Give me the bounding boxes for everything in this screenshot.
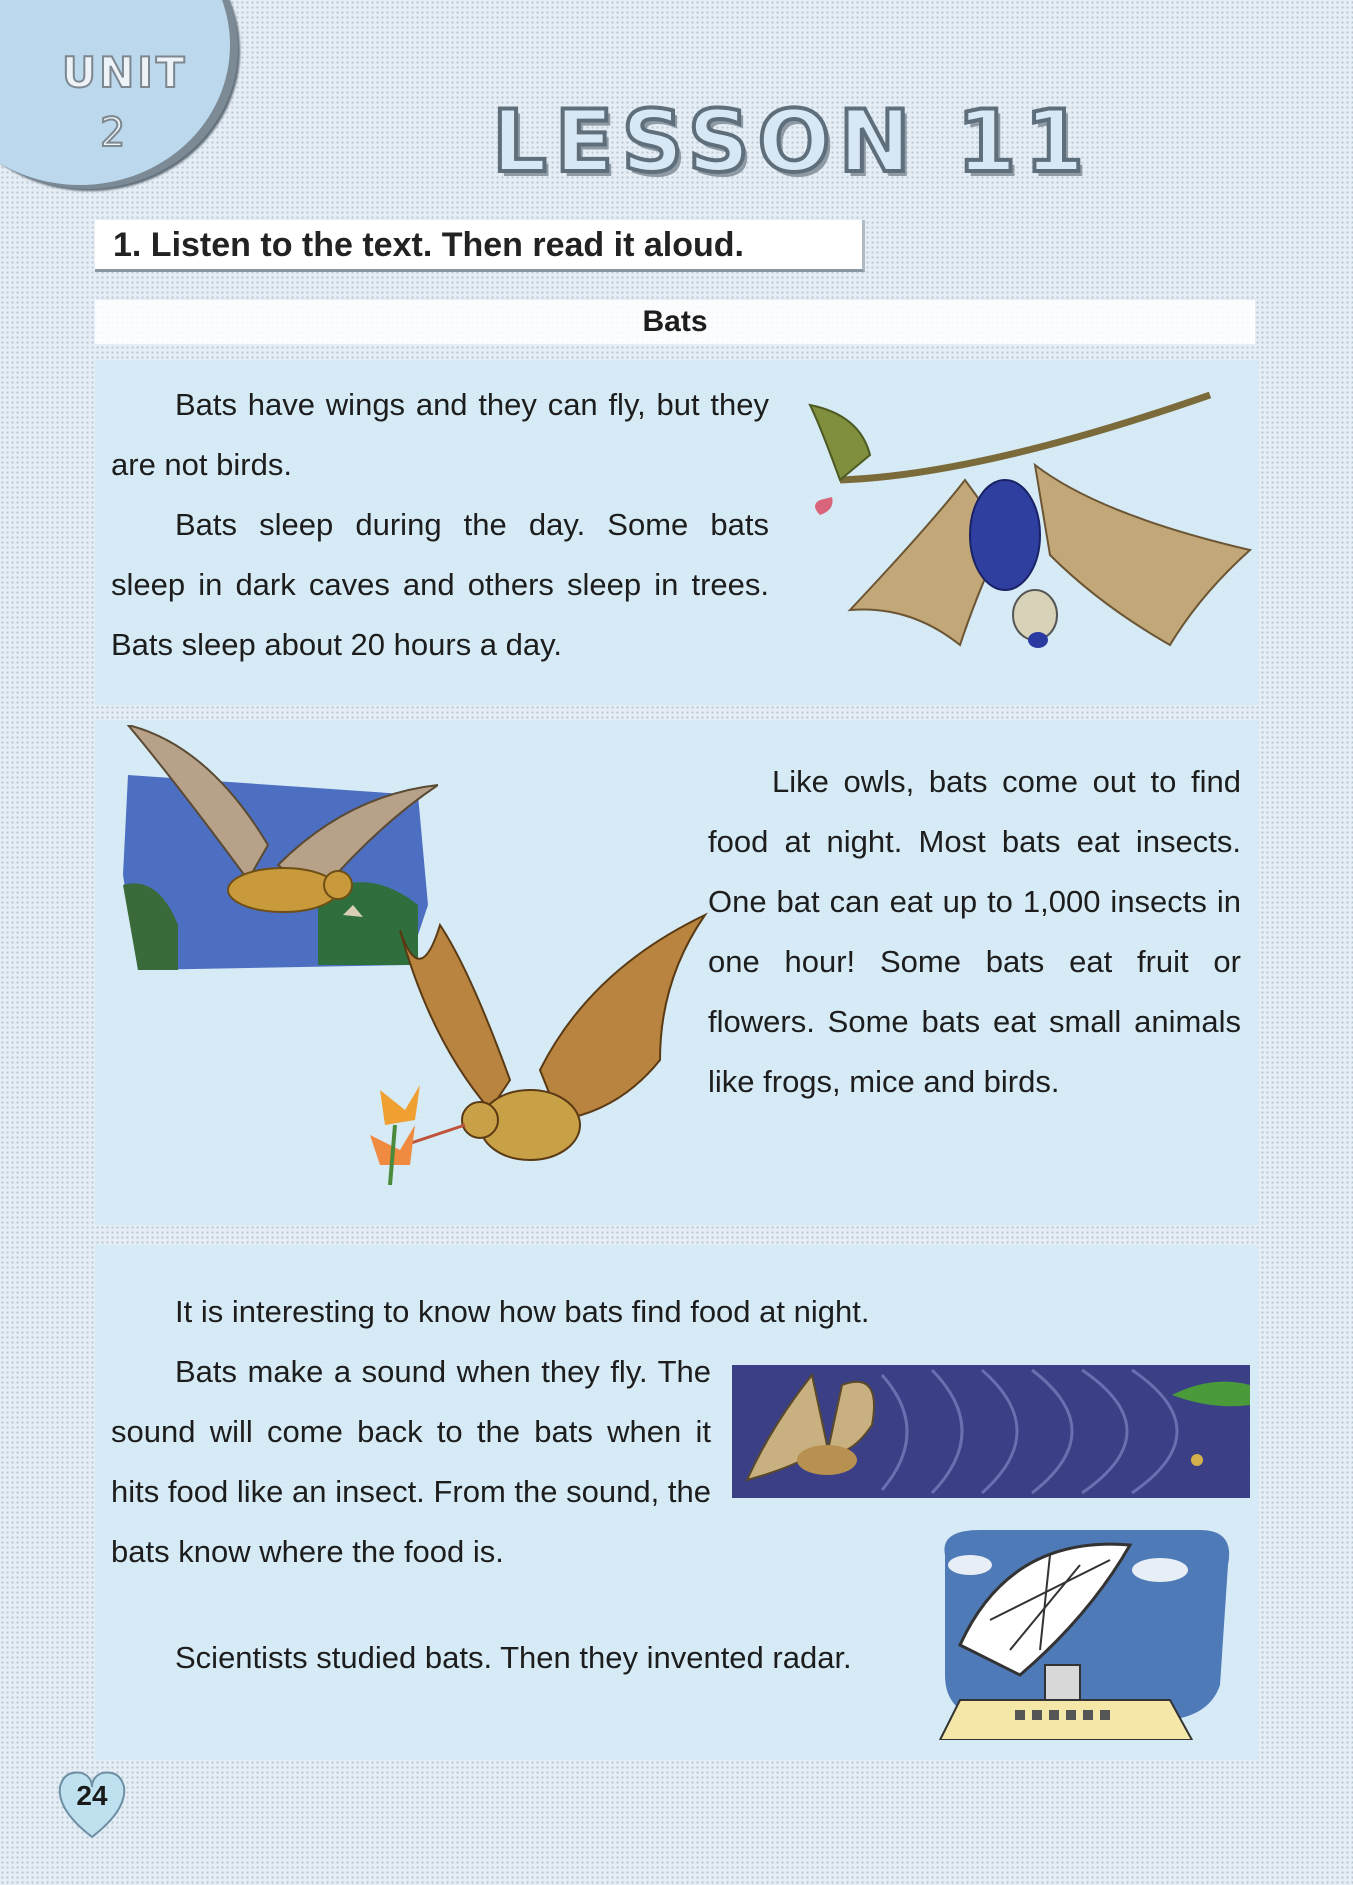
paragraph-feeding: Like owls, bats come out to find food at night. Most bats eat insects. One bat can eat up to 1,000 insects in one hour! Some bats eat fruit or flowers. Some bats eat small animals like frogs, mice and birds. bbox=[708, 764, 1241, 1099]
paragraph-sleep: Bats sleep during the day. Some bats sleep in dark caves and others sleep in trees. Bats sleep about 20 hours a day. bbox=[111, 507, 769, 662]
bat-feeding-on-flower bbox=[360, 910, 710, 1215]
radar-dish-illustration bbox=[930, 1525, 1235, 1740]
paragraph-radar: Scientists studied bats. Then they invented radar. bbox=[175, 1640, 852, 1675]
paragraph-finding-food: It is interesting to know how bats find food at night. bbox=[175, 1294, 870, 1329]
unit-label: UNIT bbox=[62, 48, 188, 97]
unit-number: 2 bbox=[100, 110, 126, 156]
lesson-title: LESSON 11 bbox=[492, 92, 1093, 192]
exercise-instruction: 1. Listen to the text. Then read it aloud. bbox=[95, 220, 865, 272]
bat-echolocation-illustration bbox=[732, 1365, 1250, 1498]
reading-title: Bats bbox=[95, 300, 1255, 344]
paragraph-echolocation: Bats make a sound when they fly. The sound will come back to the bats when it hits food like an insect. From the sound, the bats know where the food is. bbox=[111, 1354, 711, 1569]
page-number: 24 bbox=[76, 1780, 108, 1811]
hanging-bat-illustration bbox=[780, 385, 1260, 665]
paragraph-wings: Bats have wings and they can fly, but they are not birds. bbox=[111, 387, 769, 482]
